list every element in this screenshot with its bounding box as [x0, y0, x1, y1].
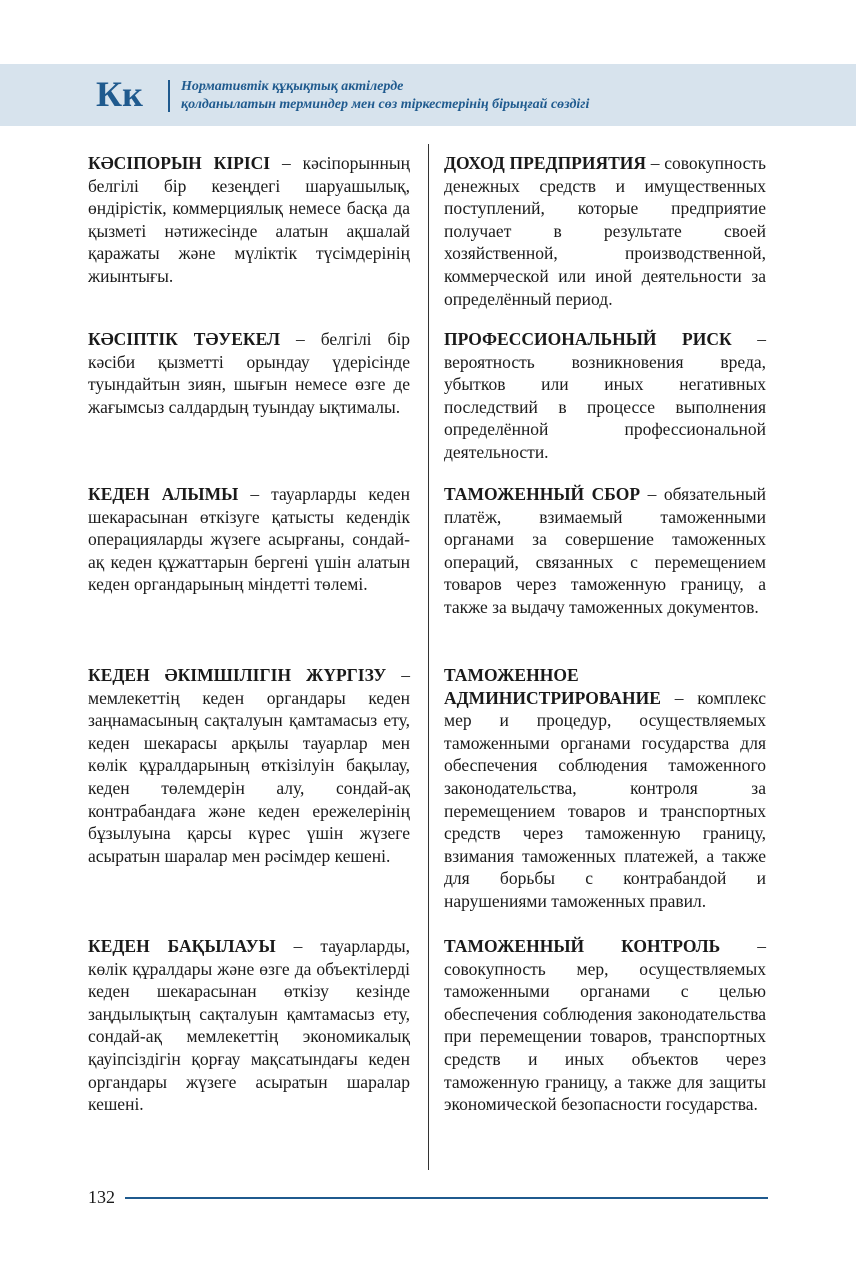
kk-term: КЕДЕН АЛЫМЫ: [88, 484, 239, 504]
ru-entry: [444, 664, 766, 913]
kk-term: КЕДЕН ӘКІМШІЛІГІН ЖҮРГІЗУ: [88, 665, 387, 685]
kk-entry: [88, 328, 410, 418]
kk-definition: – кәсіпорынның белгілі бір кезеңдегі шаруашылық, өндірістік, коммерциялық немесе басқа да қызметі нәтижесінде алатын ақшалай қаражаты және мүліктік түсімдерінің жиынтығы.: [88, 153, 410, 286]
section-letter: Кк: [96, 74, 143, 114]
ru-entry: [444, 152, 766, 310]
ru-definition: – совокупность денежных средств и имущественных поступлений, которые предприятие получает в результате своей хозяйственной, производственной, коммерческой или иной деятельности за определённый период.: [444, 153, 766, 309]
dictionary-title: [181, 78, 589, 114]
column-divider: [428, 144, 429, 1170]
page-number: 132: [88, 1187, 115, 1207]
kk-term: КЕДЕН БАҚЫЛАУЫ: [88, 936, 276, 956]
kk-term: КӘСІПТІК ТӘУЕКЕЛ: [88, 329, 281, 349]
kk-term: КӘСІПОРЫН КІРІСІ: [88, 153, 271, 173]
kk-definition: – мемлекеттің кеден органдары кеден заңнамасының сақталуын қамтамасыз ету, кеден шекарасы арқылы тауарлар мен көлік құралдарының өткізілуін бақылау, кеден төлемдерін алу, сондай-ақ контрабандаға және кеден ережелерінің бұзылуына қарсы күрес үшін жүзеге асыратын шаралар мен рәсімдер кешені.: [88, 665, 410, 866]
ru-definition: – обязательный платёж, взимаемый таможенными органами за совершение таможенных операций, связанных с перемещением товаров через таможенную границу, а также за выдачу таможенных документов.: [444, 484, 766, 617]
kk-definition: – тауарларды кеден шекарасынан өткізуге қатысты кедендік операцияларды жүзеге асырғаны, сондай-ақ кеден құжаттарын бергені үшін алатын кеден органдарының міндетті төлемі.: [88, 484, 410, 595]
kk-entry: [88, 664, 410, 867]
kk-definition: – тауарларды, көлік құралдары және өзге да объектілерді кеден шекарасынан өткізу кезінде заңдылықтың сақталуын қамтамасыз ету, сондай-ақ мемлекеттің экономикалық қауіпсіздігін қорғау мақсатындағы кеден органдары жүзеге асыратын шаралар кешені.: [88, 936, 410, 1115]
ru-entry: [444, 483, 766, 619]
ru-definition: – комплекс мер и процедур, осуществляемых таможенными органами государства для обеспечения соблюдения таможенного законодательства, контроля за перемещением товаров и транспортных средств через таможенную границу, взимания таможенных платежей, а также для борьбы с контрабандой и нарушениями таможенных правил.: [444, 687, 766, 911]
ru-definition: – вероятность возникновения вреда, убытков или иных негативных последствий в процессе выполнения определённой профессиональной деятельности.: [444, 329, 766, 462]
ru-term: ТАМОЖЕННЫЙ КОНТРОЛЬ: [444, 936, 721, 956]
ru-term: ТАМОЖЕННЫЙ СБОР: [444, 484, 641, 504]
ru-entry: [444, 328, 766, 464]
header-separator: [168, 80, 170, 112]
ru-term: ПРОФЕССИОНАЛЬНЫЙ РИСК: [444, 329, 732, 349]
ru-term: ДОХОД ПРЕДПРИЯТИЯ: [444, 153, 647, 173]
footer-rule: [125, 1197, 768, 1199]
kk-entry: [88, 935, 410, 1116]
ru-definition: – совокупность мер, осуществляемых таможенными органами с целью обеспечения соблюдения законодательства при перемещении товаров, транспортных средств и иных объектов через таможенную границу, а также для защиты экономической безопасности государства.: [444, 936, 766, 1115]
dictionary-title-line1: Нормативтік құқықтық актілерде: [181, 79, 404, 94]
kk-definition: – белгілі бір кәсіби қызметті орындау үдерісінде туындайтын зиян, шығын немесе өзге де жағымсыз салдардың туындау ықтималы.: [88, 329, 411, 417]
kk-entry: [88, 152, 410, 288]
kk-entry: [88, 483, 410, 596]
dictionary-title-line2: қолданылатын терминдер мен сөз тіркестерінің бірыңғай сөздігі: [181, 97, 590, 112]
ru-entry: [444, 935, 766, 1116]
ru-term: ТАМОЖЕННОЕ АДМИНИСТРИРОВАНИЕ: [444, 665, 661, 708]
